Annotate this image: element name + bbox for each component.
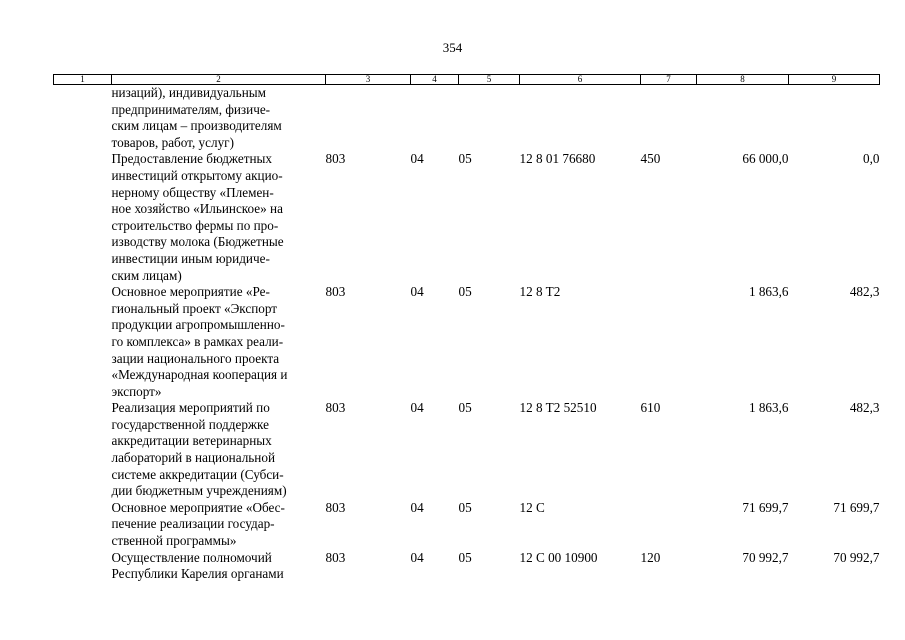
table-row xyxy=(54,550,880,583)
subsection-cell: 05 xyxy=(458,549,472,565)
item-name-line: экспорт» xyxy=(111,383,162,399)
page-number: 354 xyxy=(442,40,463,55)
amount-1-cell: 66 000,0 xyxy=(742,151,789,167)
expense-type-cell xyxy=(641,85,697,152)
target-article-cell xyxy=(520,85,641,152)
item-name-line: ственной программы» xyxy=(111,533,237,549)
item-name-line: Реализация мероприятий по xyxy=(111,400,270,416)
item-name-cell xyxy=(112,151,326,284)
target-article-cell: 12 8 T2 xyxy=(519,284,561,300)
item-name-line: Предоставление бюджетных xyxy=(111,151,272,167)
item-name-line: строительство фермы по про- xyxy=(111,217,279,233)
item-name-cell xyxy=(112,500,326,550)
amount-1-cell: 70 992,7 xyxy=(742,549,789,565)
item-name-line: го комплекса» в рамках реали- xyxy=(111,333,284,349)
item-name-line: товаров, работ, услуг) xyxy=(111,134,234,150)
item-name-line: предпринимателям, физиче- xyxy=(111,101,271,117)
item-name-line: аккредитации ветеринарных xyxy=(111,433,272,449)
amount-2-cell: 482,3 xyxy=(849,400,880,416)
column-header-7: 7 xyxy=(641,75,697,85)
subsection-cell: 05 xyxy=(458,151,472,167)
column-number-row xyxy=(54,75,880,85)
row-number-cell xyxy=(54,151,112,284)
item-name-line: Осуществление полномочий xyxy=(111,549,272,565)
admin-code-cell xyxy=(326,85,411,152)
column-header-9: 9 xyxy=(789,75,880,85)
item-name-line: лабораторий в национальной xyxy=(111,450,276,466)
item-name-line: Республики Карелия органами xyxy=(111,566,284,582)
table-row xyxy=(54,500,880,550)
item-name-cell xyxy=(112,85,326,152)
row-number-cell xyxy=(54,284,112,400)
section-cell xyxy=(411,85,459,152)
row-number-cell xyxy=(54,550,112,583)
column-header-1: 1 xyxy=(54,75,112,85)
column-header-5: 5 xyxy=(459,75,520,85)
item-name-line: ским лицам) xyxy=(111,267,182,283)
expense-type-cell: 610 xyxy=(640,400,661,416)
table-body xyxy=(54,85,880,583)
section-cell: 04 xyxy=(410,400,424,416)
admin-code-cell: 803 xyxy=(325,499,346,515)
target-article-cell: 12 8 T2 52510 xyxy=(519,400,597,416)
admin-code-cell: 803 xyxy=(325,151,346,167)
column-header-4: 4 xyxy=(411,75,459,85)
table-row xyxy=(54,85,880,152)
amount-2-cell: 0,0 xyxy=(863,151,880,167)
item-name-cell xyxy=(112,400,326,500)
table-row xyxy=(54,400,880,500)
target-article-cell: 12 C xyxy=(519,499,545,515)
column-header-2: 2 xyxy=(112,75,326,85)
section-cell: 04 xyxy=(410,549,424,565)
row-number-cell xyxy=(54,85,112,152)
target-article-cell: 12 C 00 10900 xyxy=(519,549,598,565)
amount-1-cell xyxy=(697,85,789,152)
item-name-line: печение реализации государ- xyxy=(111,516,275,532)
item-name-line: ное хозяйство «Ильинское» на xyxy=(111,201,283,217)
column-header-6: 6 xyxy=(520,75,641,85)
subsection-cell: 05 xyxy=(458,400,472,416)
item-name-line: дии бюджетным учреждениям) xyxy=(111,483,287,499)
amount-2-cell: 482,3 xyxy=(849,284,880,300)
item-name-line: Основное мероприятие «Обес- xyxy=(111,499,285,515)
admin-code-cell: 803 xyxy=(325,549,346,565)
item-name-line: продукции агропромышленно- xyxy=(111,317,285,333)
row-number-cell xyxy=(54,400,112,500)
item-name-line: гиональный проект «Экспорт xyxy=(111,300,278,316)
item-name-line: системе аккредитации (Субси- xyxy=(111,466,284,482)
table-row xyxy=(54,151,880,284)
subsection-cell: 05 xyxy=(458,499,472,515)
expense-type-cell: 450 xyxy=(640,151,661,167)
amount-2-cell: 70 992,7 xyxy=(833,549,880,565)
row-number-cell xyxy=(54,500,112,550)
table-row xyxy=(54,284,880,400)
amount-1-cell: 71 699,7 xyxy=(742,499,789,515)
amount-2-cell: 71 699,7 xyxy=(833,499,880,515)
amount-2-cell xyxy=(789,85,880,152)
admin-code-cell: 803 xyxy=(325,400,346,416)
expense-type-cell: 120 xyxy=(640,549,661,565)
item-name-line: «Международная кооперация и xyxy=(111,367,288,383)
section-cell: 04 xyxy=(410,499,424,515)
column-header-3: 3 xyxy=(326,75,411,85)
item-name-line: Основное мероприятие «Ре- xyxy=(111,284,270,300)
item-name-line: нерному обществу «Племен- xyxy=(111,184,274,200)
target-article-cell: 12 8 01 76680 xyxy=(519,151,596,167)
item-name-line: зации национального проекта xyxy=(111,350,280,366)
subsection-cell xyxy=(459,85,520,152)
column-header-8: 8 xyxy=(697,75,789,85)
item-name-line: изводству молока (Бюджетные xyxy=(111,234,284,250)
item-name-line: инвестиции иным юридиче- xyxy=(111,250,270,266)
item-name-line: ским лицам – производителям xyxy=(111,118,282,134)
item-name-cell xyxy=(112,550,326,583)
section-cell: 04 xyxy=(410,151,424,167)
expense-type-cell xyxy=(641,500,697,550)
admin-code-cell: 803 xyxy=(325,284,346,300)
item-name-line: инвестиций открытому акцио- xyxy=(111,167,283,183)
budget-table xyxy=(53,74,880,583)
section-cell: 04 xyxy=(410,284,424,300)
item-name-line: низаций), индивидуальным xyxy=(111,85,266,100)
amount-1-cell: 1 863,6 xyxy=(748,284,789,300)
item-name-line: государственной поддержке xyxy=(111,416,269,432)
item-name-cell xyxy=(112,284,326,400)
subsection-cell: 05 xyxy=(458,284,472,300)
amount-1-cell: 1 863,6 xyxy=(748,400,789,416)
expense-type-cell xyxy=(641,284,697,400)
